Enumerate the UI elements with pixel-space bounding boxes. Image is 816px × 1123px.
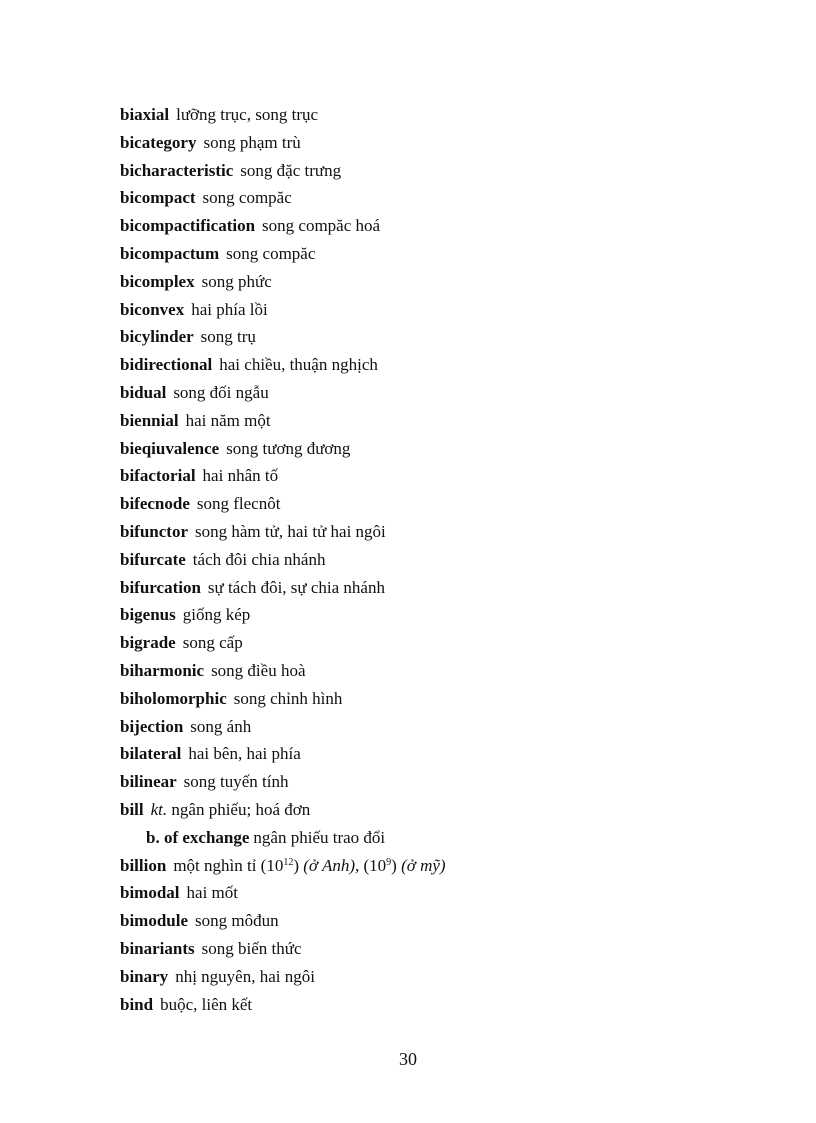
entry-term: bill [120, 799, 144, 819]
entry-bicategory [120, 129, 720, 157]
entry-term: bicategory [120, 132, 197, 152]
entry-bidual [120, 379, 720, 407]
entry-definition: song tuyến tính [183, 772, 289, 792]
entry-definition: buộc, liên kết [160, 994, 253, 1014]
entry-bifurcate [120, 546, 720, 574]
entry-term: bigenus [120, 605, 176, 625]
entry-bimodule [120, 907, 720, 935]
entry-definition: song tương đương [226, 438, 351, 458]
entry-definition: song môđun [195, 911, 279, 931]
entry-term: bimodule [120, 911, 189, 931]
entry-term: bicompactum [120, 243, 220, 263]
page-number: 30 [399, 1049, 417, 1069]
entry-definition: nhị nguyên, hai ngôi [175, 966, 315, 986]
entry-definition: hai mốt [186, 883, 238, 903]
entry-term: bicompactification [120, 216, 256, 236]
entry-bilateral [120, 740, 720, 768]
entry-definition: ngân phiếu; hoá đơn [171, 799, 311, 819]
entry-definition: hai năm một [185, 410, 271, 430]
entry-term: bicompact [120, 188, 196, 208]
entry-definition: hai nhân tố [202, 466, 279, 486]
entry-bicompactification [120, 212, 720, 240]
entry-definition: song biến thức [201, 938, 302, 958]
entry-definition: song phạm trù [203, 132, 301, 152]
dictionary-entries [120, 101, 720, 1018]
entry-definition: song cấp [182, 633, 243, 653]
entry-term: bilinear [120, 772, 177, 792]
entry-definition: song trụ [200, 327, 256, 347]
entry-definition: song chỉnh hình [233, 688, 343, 708]
entry-term: bidirectional [120, 355, 213, 375]
entry-bicompact [120, 184, 720, 212]
entry-bifecnode [120, 490, 720, 518]
entry-definition: song điều hoà [211, 660, 306, 680]
entry-term: bifurcate [120, 549, 186, 569]
entry-definition: song ánh [190, 716, 252, 736]
entry-definition: tách đôi chia nhánh [192, 549, 326, 569]
entry-definition: giống kép [182, 605, 251, 625]
entry-bijection [120, 713, 720, 741]
entry-term: bidual [120, 382, 167, 402]
entry-definition: song hàm tử, hai tử hai ngôi [195, 521, 386, 541]
entry-bifunctor [120, 518, 720, 546]
entry-term: bigrade [120, 633, 176, 653]
entry-term: bicharacteristic [120, 160, 234, 180]
entry-bifactorial [120, 462, 720, 490]
entry-biconvex [120, 296, 720, 324]
region-note: (ở mỹ) [401, 855, 446, 875]
region-note: (ở Anh) [303, 855, 355, 875]
entry-bilinear [120, 768, 720, 796]
entry-definition: song flecnôt [196, 494, 281, 514]
entry-term: bifecnode [120, 494, 190, 514]
entry-bind [120, 991, 720, 1019]
entry-term: binary [120, 966, 169, 986]
entry-b-of-exchange [120, 824, 720, 852]
entry-biennial [120, 407, 720, 435]
entry-definition: hai phía lồi [191, 299, 268, 319]
entry-term: bimodal [120, 883, 180, 903]
entry-definition: song đối ngẫu [173, 382, 269, 402]
entry-term: biaxial [120, 105, 170, 124]
entry-term: b. of exchange [146, 827, 250, 847]
entry-bimodal [120, 879, 720, 907]
entry-bifurcation [120, 574, 720, 602]
entry-term: bijection [120, 716, 184, 736]
entry-term: bifurcation [120, 577, 201, 597]
entry-term: bicylinder [120, 327, 194, 347]
entry-bicompactum [120, 240, 720, 268]
entry-term: bilateral [120, 744, 182, 764]
entry-bieqiuvalence [120, 435, 720, 463]
entry-field-label: kt. [150, 799, 168, 819]
entry-biholomorphic [120, 685, 720, 713]
entry-definition: lưỡng trục, song trục [176, 105, 319, 124]
entry-biaxial [120, 101, 720, 129]
entry-term: bind [120, 994, 154, 1014]
definition-text: ) [293, 855, 304, 875]
entry-billion [120, 852, 720, 880]
entry-term: bifactorial [120, 466, 196, 486]
definition-text: , (10 [355, 855, 387, 875]
entry-definition: song đặc trưng [240, 160, 342, 180]
entry-term: billion [120, 855, 167, 875]
entry-term: bieqiuvalence [120, 438, 220, 458]
entry-definition: song compăc [202, 188, 292, 208]
entry-binary [120, 963, 720, 991]
entry-definition: hai chiều, thuận nghịch [219, 355, 378, 375]
entry-bicylinder [120, 323, 720, 351]
entry-term: bifunctor [120, 521, 188, 541]
entry-biharmonic [120, 657, 720, 685]
entry-definition: song compăc [226, 243, 316, 263]
exponent: 9 [386, 856, 392, 868]
entry-definition: song compăc hoá [262, 216, 381, 236]
definition-text: ) [391, 855, 402, 875]
entry-term: bicomplex [120, 271, 195, 291]
entry-bicharacteristic [120, 157, 720, 185]
entry-term: binariants [120, 938, 195, 958]
entry-binariants [120, 935, 720, 963]
entry-bicomplex [120, 268, 720, 296]
entry-term: biholomorphic [120, 688, 227, 708]
entry-term: biharmonic [120, 660, 205, 680]
entry-term: biennial [120, 410, 179, 430]
entry-definition: hai bên, hai phía [188, 744, 301, 764]
entry-definition: song phức [201, 271, 272, 291]
entry-bidirectional [120, 351, 720, 379]
entry-bigrade [120, 629, 720, 657]
entry-definition [173, 856, 445, 875]
entry-bill [120, 796, 720, 824]
exponent: 12 [283, 856, 294, 868]
entry-definition: sự tách đôi, sự chia nhánh [207, 577, 385, 597]
entry-bigenus [120, 601, 720, 629]
definition-text: một nghìn tỉ (10 [173, 855, 284, 875]
entry-term: biconvex [120, 299, 185, 319]
entry-definition: ngân phiếu trao đổi [253, 827, 386, 847]
